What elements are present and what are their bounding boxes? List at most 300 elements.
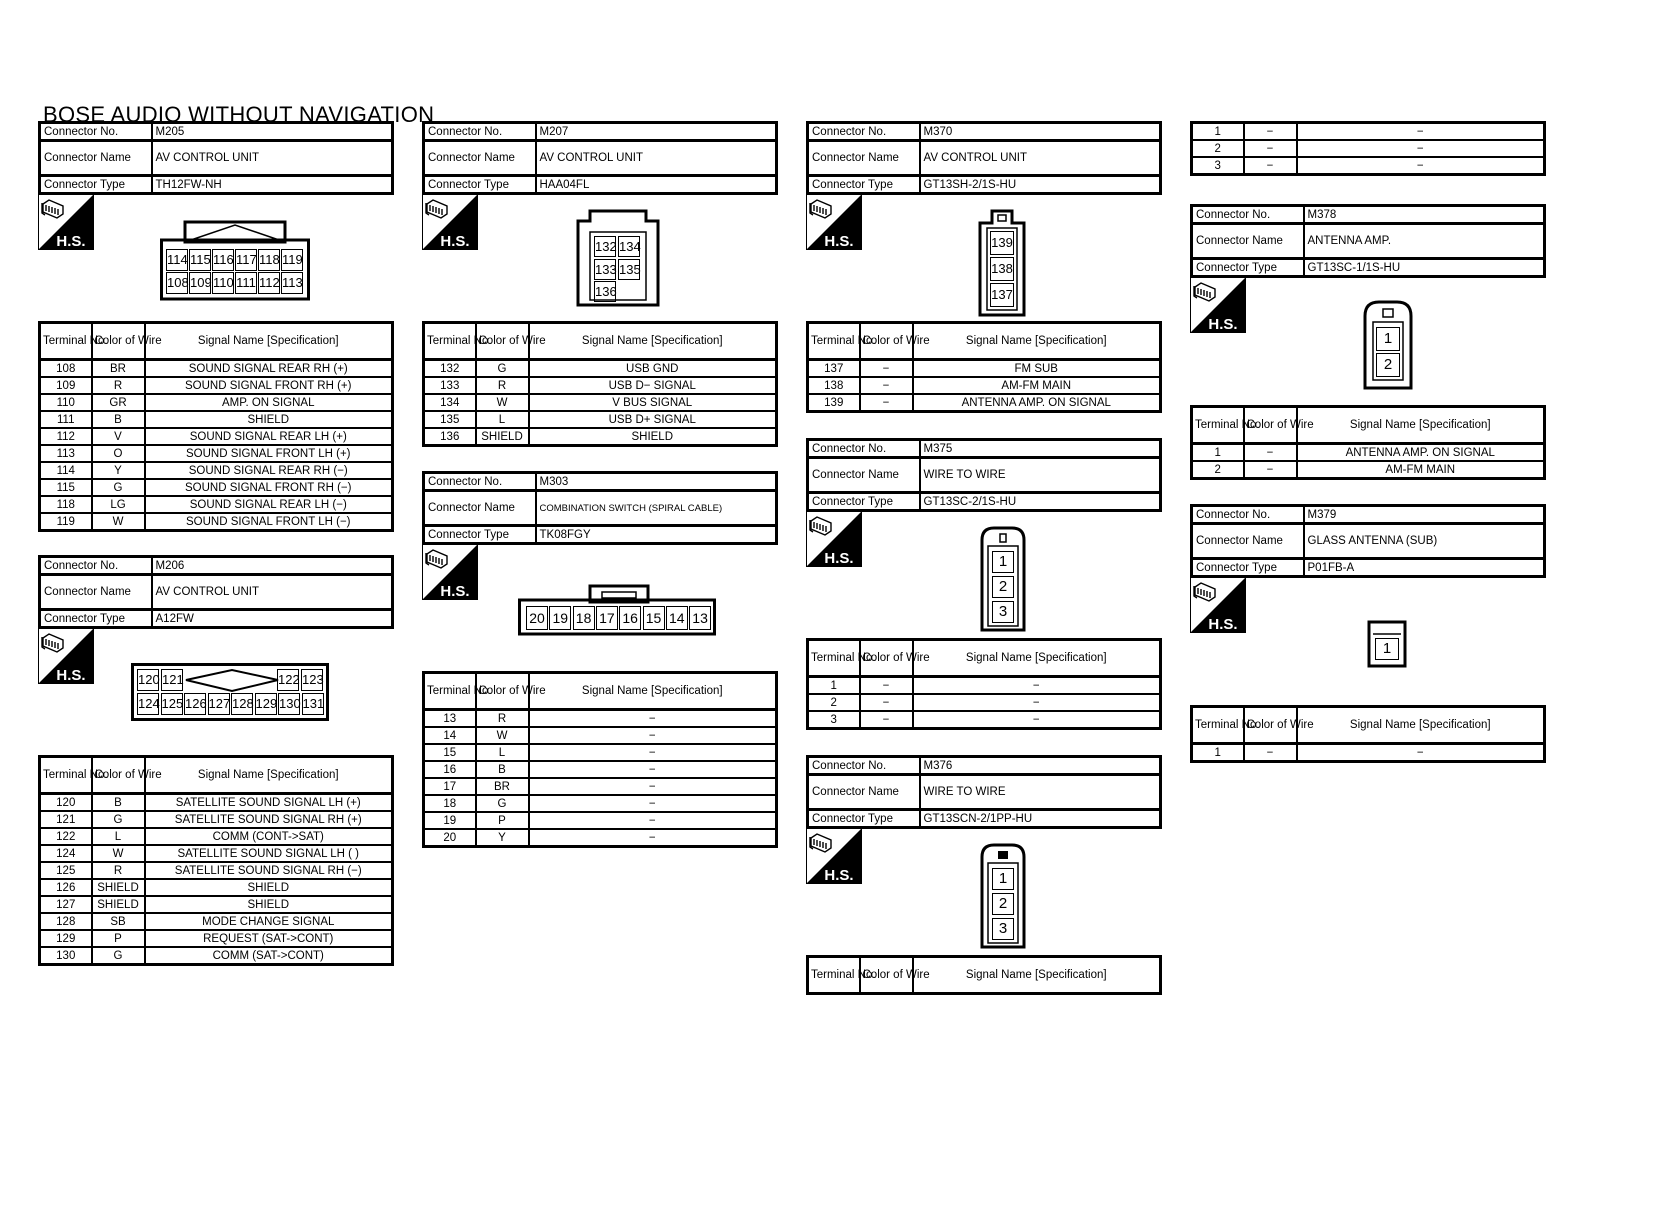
terminal-no-cell: 14 [424,727,476,744]
connector-pin: 17 [596,606,618,630]
connector-pin: 2 [992,893,1014,915]
signal-name-cell: SHIELD [529,428,777,446]
connector-no-value: M376 [920,757,1161,775]
terminal-no-cell: 111 [40,411,92,428]
connector-pin: 127 [208,693,230,715]
hs-label: H.S. [56,233,86,250]
terminal-row [808,677,1161,695]
signal-name-header: Signal Name [Specification] [913,323,1161,360]
terminal-no-cell: 1 [808,677,860,695]
connector-type-value: GT13SC-1/1S-HU [1304,259,1545,277]
signal-name-cell: SOUND SIGNAL FRONT RH (+) [145,377,393,394]
connector-pin: 117 [235,249,257,271]
wire-color-cell: − [860,694,913,711]
connector-pin: 131 [302,693,324,715]
signal-name-cell: − [529,812,777,829]
signal-name-header: Signal Name [Specification] [145,757,393,794]
terminal-no-cell: 2 [1192,461,1244,479]
wire-color-cell: SHIELD [92,896,145,913]
wire-color-cell: G [92,811,145,828]
terminal-row [808,694,1161,711]
terminal-no-cell: 127 [40,896,92,913]
signal-name-cell: SATELLITE SOUND SIGNAL RH (+) [145,811,393,828]
wire-color-cell: − [1244,744,1297,762]
signal-name-cell: − [529,761,777,778]
color-of-wire-header: Color of Wire [476,673,529,710]
signal-name-header: Signal Name [Specification] [913,957,1161,994]
m206-terminal-table [38,755,394,966]
color-of-wire-header: Color of Wire [860,640,913,677]
connector-pin: 14 [666,606,688,630]
connector-pin: 112 [258,272,280,294]
signal-name-cell: AM-FM MAIN [913,377,1161,394]
wire-color-cell: G [476,360,529,378]
color-of-wire-header: Color of Wire [92,323,145,360]
terminal-no-header: Terminal No. [1192,407,1244,444]
connector-no-value: M205 [152,123,393,141]
connector-name-value: AV CONTROL UNIT [920,141,1161,176]
terminal-row [40,496,393,513]
terminal-no-cell: 17 [424,778,476,795]
connector-name-label: Connector Name [1192,224,1304,259]
connector-pin: 113 [281,272,303,294]
connector-name-value: COMBINATION SWITCH (SPIRAL CABLE) [536,491,777,526]
wire-color-cell: BR [92,360,145,378]
m303-info-table [422,471,778,545]
connector-type-value: TK08FGY [536,526,777,544]
signal-name-header: Signal Name [Specification] [913,640,1161,677]
connector-pin: 2 [1376,353,1400,377]
color-of-wire-header: Color of Wire [92,757,145,794]
wire-color-cell: R [476,710,529,728]
signal-name-cell: − [913,694,1161,711]
wire-color-cell: R [92,377,145,394]
m379-terminal-table [1190,705,1546,763]
m207-terminal-table [422,321,778,447]
signal-name-header: Signal Name [Specification] [529,323,777,360]
connector-type-value: GT13SH-2/1S-HU [920,176,1161,194]
signal-name-cell: SATELLITE SOUND SIGNAL LH (+) [145,794,393,812]
m376-connector-face [980,843,1026,949]
connector-pin: 1 [992,551,1014,573]
connector-type-value: GT13SCN-2/1PP-HU [920,810,1161,828]
wire-color-cell: G [476,795,529,812]
connector-type-label: Connector Type [40,176,152,194]
signal-name-cell: USB GND [529,360,777,378]
connector-pin: 126 [184,693,206,715]
harness-side-icon [806,194,862,250]
terminal-no-cell: 120 [40,794,92,812]
signal-name-cell: AMP. ON SIGNAL [145,394,393,411]
harness-side-icon [1190,277,1246,333]
connector-name-label: Connector Name [808,458,920,493]
terminal-row [40,862,393,879]
signal-name-cell: USB D+ SIGNAL [529,411,777,428]
connector-name-label: Connector Name [424,491,536,526]
terminal-row [1192,140,1545,157]
terminal-row [40,794,393,812]
connector-pin: 139 [990,231,1014,255]
terminal-row [808,360,1161,378]
connector-pin: 125 [161,693,183,715]
terminal-no-cell: 129 [40,930,92,947]
hs-label: H.S. [824,867,854,884]
hs-label: H.S. [56,667,86,684]
m370-connector-face [978,209,1026,317]
wire-color-cell: Y [476,829,529,847]
signal-name-cell: REQUEST (SAT->CONT) [145,930,393,947]
color-of-wire-header: Color of Wire [860,957,913,994]
connector-pin: 19 [549,606,571,630]
hs-label: H.S. [824,550,854,567]
wire-color-cell: − [860,360,913,378]
terminal-row [40,360,393,378]
connector-pin: 138 [990,257,1014,281]
connector-no-value: M375 [920,440,1161,458]
terminal-row [40,828,393,845]
connector-no-value: M370 [920,123,1161,141]
connector-no-value: M379 [1304,506,1545,524]
signal-name-cell: − [529,710,777,728]
signal-name-cell: SATELLITE SOUND SIGNAL RH (−) [145,862,393,879]
connector-name-label: Connector Name [808,775,920,810]
terminal-row [808,377,1161,394]
terminal-row [40,930,393,947]
wire-color-cell: W [476,727,529,744]
terminal-row [1192,157,1545,175]
terminal-row [424,744,777,761]
connector-pin: 133 [594,259,616,280]
connector-pin: 130 [278,693,300,715]
wire-color-cell: GR [92,394,145,411]
signal-name-cell: AM-FM MAIN [1297,461,1545,479]
signal-name-cell: SOUND SIGNAL FRONT RH (−) [145,479,393,496]
terminal-row [808,394,1161,412]
terminal-row [424,411,777,428]
terminal-row [424,761,777,778]
signal-name-cell: USB D− SIGNAL [529,377,777,394]
terminal-no-cell: 136 [424,428,476,446]
connector-pin: 116 [212,249,234,271]
hs-label: H.S. [1208,316,1238,333]
m379-info-table [1190,504,1546,578]
hs-label: H.S. [1208,616,1238,633]
connector-pin: 108 [166,272,188,294]
wire-color-cell: L [476,744,529,761]
connector-pin: 20 [526,606,548,630]
m370-terminal-table [806,321,1162,413]
connector-pin: 15 [643,606,665,630]
m378-info-table [1190,204,1546,278]
connector-pin: 118 [258,249,280,271]
connector-pin: 111 [235,272,257,294]
m375-info-table [806,438,1162,512]
terminal-row [1192,744,1545,762]
connector-pin: 109 [189,272,211,294]
wire-color-cell: − [860,677,913,695]
connector-pin: 135 [618,259,640,280]
connector-type-value: P01FB-A [1304,559,1545,577]
m206-connector-face [131,663,329,721]
signal-name-cell: − [529,727,777,744]
m379-connector-face [1367,620,1407,668]
terminal-no-header: Terminal No. [808,323,860,360]
terminal-row [424,795,777,812]
terminal-no-cell: 134 [424,394,476,411]
connector-pin: 2 [992,576,1014,598]
terminal-row [40,462,393,479]
wire-color-cell: B [92,411,145,428]
connector-pin: 128 [231,693,253,715]
wire-color-cell: − [1244,123,1297,141]
connector-no-label: Connector No. [424,123,536,141]
signal-name-cell: − [1297,744,1545,762]
m376-info-table [806,755,1162,829]
connector-pin: 132 [594,236,616,257]
terminal-no-cell: 1 [1192,444,1244,462]
m303-connector-face [518,584,716,636]
connector-name-value: AV CONTROL UNIT [536,141,777,176]
connector-pin: 13 [689,606,711,630]
terminal-no-cell: 3 [1192,157,1244,175]
connector-pin: 120 [137,669,159,691]
signal-name-cell: SHIELD [145,896,393,913]
connector-no-value: M207 [536,123,777,141]
connector-no-label: Connector No. [424,473,536,491]
terminal-row [424,727,777,744]
connector-no-label: Connector No. [40,557,152,575]
terminal-row [40,913,393,930]
terminal-row [424,394,777,411]
signal-name-cell: FM SUB [913,360,1161,378]
signal-name-cell: V BUS SIGNAL [529,394,777,411]
signal-name-header: Signal Name [Specification] [529,673,777,710]
signal-name-cell: SATELLITE SOUND SIGNAL LH ( ) [145,845,393,862]
connector-name-label: Connector Name [40,575,152,610]
wire-color-cell: − [1244,157,1297,175]
terminal-no-header: Terminal No. [808,957,860,994]
terminal-no-cell: 109 [40,377,92,394]
terminal-row [424,812,777,829]
terminal-no-header: Terminal No. [424,673,476,710]
terminal-no-cell: 119 [40,513,92,531]
connector-no-value: M378 [1304,206,1545,224]
wire-color-cell: SHIELD [476,428,529,446]
hs-label: H.S. [440,583,470,600]
signal-name-header: Signal Name [Specification] [145,323,393,360]
signal-name-cell: SOUND SIGNAL REAR LH (−) [145,496,393,513]
terminal-row [424,360,777,378]
connector-type-label: Connector Type [424,526,536,544]
terminal-row [424,829,777,847]
hs-label: H.S. [824,233,854,250]
connector-name-label: Connector Name [40,141,152,176]
terminal-row [40,879,393,896]
signal-name-cell: SHIELD [145,879,393,896]
m370-info-table [806,121,1162,195]
terminal-row [40,811,393,828]
connector-no-label: Connector No. [40,123,152,141]
terminal-no-cell: 132 [424,360,476,378]
connector-pin: 134 [618,236,640,257]
wire-color-cell: Y [92,462,145,479]
terminal-no-cell: 15 [424,744,476,761]
connector-pin: 3 [992,918,1014,940]
terminal-row [40,411,393,428]
wire-color-cell: − [860,394,913,412]
connector-no-label: Connector No. [1192,206,1304,224]
connector-type-label: Connector Type [40,610,152,628]
wire-color-cell: − [1244,461,1297,479]
connector-pin: 16 [619,606,641,630]
connector-pin: 1 [1375,638,1399,660]
harness-side-icon [806,511,862,567]
connector-pin: 1 [1376,327,1400,351]
wire-color-cell: B [92,794,145,812]
connector-no-label: Connector No. [808,123,920,141]
harness-side-icon [422,194,478,250]
m376-continued-table [1190,121,1546,176]
wire-color-cell: W [476,394,529,411]
terminal-no-cell: 18 [424,795,476,812]
terminal-no-cell: 133 [424,377,476,394]
terminal-row [1192,461,1545,479]
wire-color-cell: P [476,812,529,829]
terminal-no-cell: 20 [424,829,476,847]
terminal-no-cell: 125 [40,862,92,879]
terminal-no-cell: 121 [40,811,92,828]
terminal-no-cell: 1 [1192,123,1244,141]
connector-pin: 121 [161,669,183,691]
connector-name-label: Connector Name [808,141,920,176]
connector-name-value: AV CONTROL UNIT [152,575,393,610]
connector-no-value: M303 [536,473,777,491]
connector-pin: 114 [166,249,188,271]
wire-color-cell: B [476,761,529,778]
connector-type-value: A12FW [152,610,393,628]
wire-color-cell: O [92,445,145,462]
color-of-wire-header: Color of Wire [1244,707,1297,744]
m376-terminal-table [806,955,1162,995]
signal-name-cell: COMM (SAT->CONT) [145,947,393,965]
connector-name-label: Connector Name [1192,524,1304,559]
terminal-no-cell: 139 [808,394,860,412]
connector-type-label: Connector Type [808,176,920,194]
color-of-wire-header: Color of Wire [1244,407,1297,444]
m375-terminal-table [806,638,1162,730]
signal-name-cell: − [1297,140,1545,157]
connector-name-label: Connector Name [424,141,536,176]
wire-color-cell: R [92,862,145,879]
connector-pin: 122 [277,669,299,691]
signal-name-cell: − [529,795,777,812]
wire-color-cell: − [860,377,913,394]
signal-name-cell: − [913,677,1161,695]
terminal-row [424,710,777,728]
terminal-no-cell: 110 [40,394,92,411]
connector-pin: 119 [281,249,303,271]
connector-pin: 124 [137,693,159,715]
terminal-no-cell: 3 [808,711,860,729]
harness-side-icon [1190,577,1246,633]
wire-color-cell: W [92,513,145,531]
wire-color-cell: L [476,411,529,428]
terminal-no-cell: 19 [424,812,476,829]
connector-no-label: Connector No. [1192,506,1304,524]
signal-name-cell: SHIELD [145,411,393,428]
terminal-row [40,479,393,496]
connector-pin: 18 [573,606,595,630]
signal-name-cell: − [1297,123,1545,141]
harness-side-icon [38,194,94,250]
terminal-no-cell: 137 [808,360,860,378]
terminal-no-cell: 108 [40,360,92,378]
connector-pin: 3 [992,601,1014,623]
connector-pin: 115 [189,249,211,271]
terminal-no-header: Terminal No. [424,323,476,360]
connector-pin: 136 [594,281,616,302]
m303-terminal-table [422,671,778,848]
wire-color-cell: SB [92,913,145,930]
connector-pin: 123 [301,669,323,691]
wire-color-cell: V [92,428,145,445]
m207-info-table [422,121,778,195]
connector-pin: 137 [990,283,1014,307]
wire-color-cell: G [92,947,145,965]
connector-no-label: Connector No. [808,757,920,775]
m205-terminal-table [38,321,394,532]
connector-name-value: WIRE TO WIRE [920,458,1161,493]
connector-type-label: Connector Type [1192,259,1304,277]
terminal-no-cell: 138 [808,377,860,394]
signal-name-cell: − [529,778,777,795]
hs-label: H.S. [440,233,470,250]
signal-name-header: Signal Name [Specification] [1297,407,1545,444]
terminal-no-header: Terminal No. [40,757,92,794]
terminal-row [1192,123,1545,141]
m375-connector-face [980,526,1026,632]
terminal-no-cell: 114 [40,462,92,479]
terminal-no-cell: 126 [40,879,92,896]
m206-info-table [38,555,394,629]
terminal-no-cell: 135 [424,411,476,428]
color-of-wire-header: Color of Wire [476,323,529,360]
terminal-no-cell: 1 [1192,744,1244,762]
terminal-row [40,947,393,965]
color-of-wire-header: Color of Wire [860,323,913,360]
connector-pin: 110 [212,272,234,294]
terminal-no-cell: 13 [424,710,476,728]
connector-name-value: AV CONTROL UNIT [152,141,393,176]
terminal-no-cell: 113 [40,445,92,462]
connector-pin: 129 [255,693,277,715]
terminal-row [40,428,393,445]
connector-type-value: TH12FW-NH [152,176,393,194]
signal-name-header: Signal Name [Specification] [1297,707,1545,744]
terminal-no-header: Terminal No. [40,323,92,360]
terminal-row [424,778,777,795]
signal-name-cell: SOUND SIGNAL FRONT LH (+) [145,445,393,462]
page-title: BOSE AUDIO WITHOUT NAVIGATION [43,102,435,127]
terminal-no-cell: 124 [40,845,92,862]
harness-side-icon [422,544,478,600]
terminal-no-cell: 112 [40,428,92,445]
wire-color-cell: LG [92,496,145,513]
connector-no-value: M206 [152,557,393,575]
signal-name-cell: SOUND SIGNAL REAR LH (+) [145,428,393,445]
terminal-no-header: Terminal No. [808,640,860,677]
terminal-row [1192,444,1545,462]
